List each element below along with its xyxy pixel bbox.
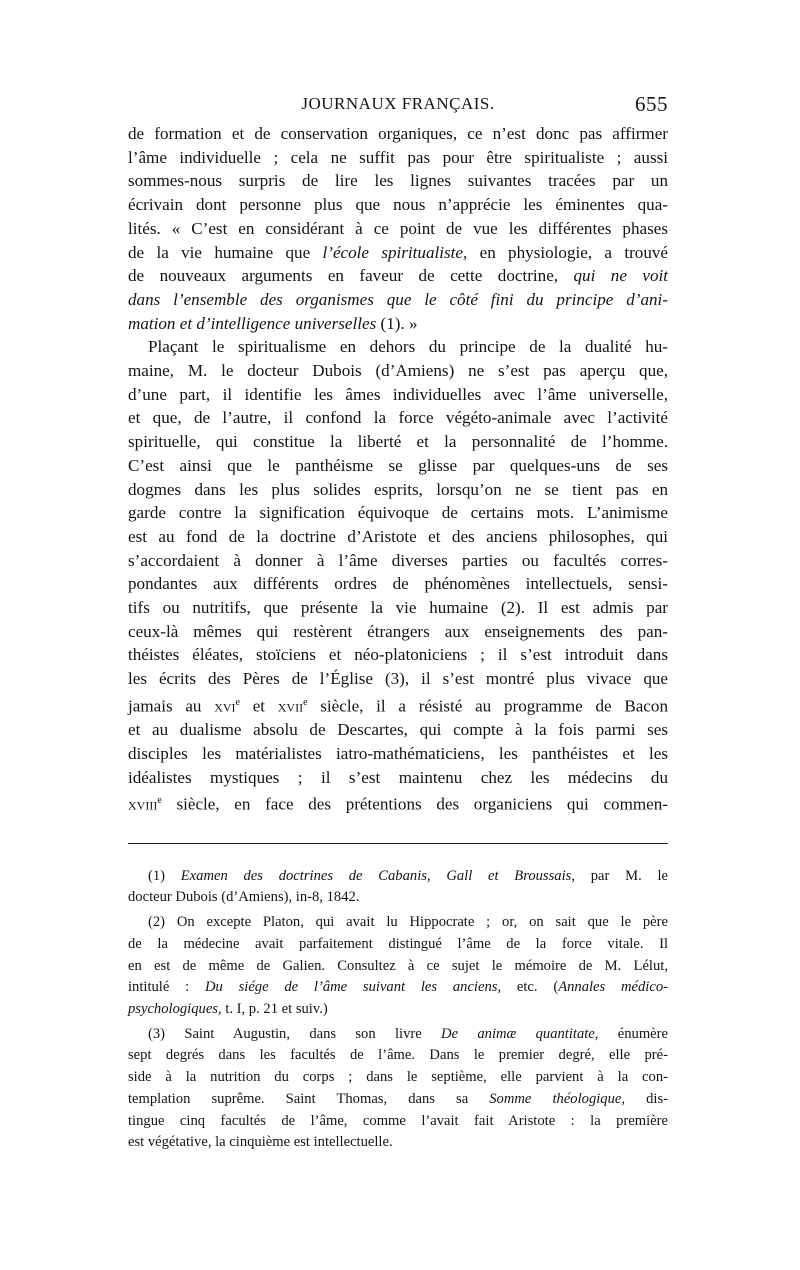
- text-line: [128, 264, 668, 288]
- text-run: t. I, p. 21 et suiv.): [221, 1000, 328, 1017]
- text-line: [128, 288, 668, 312]
- text-run: par M. le: [574, 867, 668, 884]
- main-text: [128, 122, 668, 817]
- text-run: de la vie humaine que: [128, 242, 323, 262]
- text-line: de formation et de conservation organiques, ce n’est donc pas affirmer: [128, 124, 668, 143]
- superscript: e: [303, 696, 308, 708]
- book-page: [128, 92, 668, 1154]
- italic-run: Annales médico-: [558, 979, 668, 996]
- text-run: siècle, il a résisté au programme de Bacon: [307, 696, 668, 716]
- text-run: jamais au: [128, 696, 215, 716]
- text-line: dogmes dans les plus solides esprits, lorsqu’on ne se tient pas en: [128, 479, 668, 499]
- footnotes: [128, 866, 668, 1154]
- footnote-line: [128, 999, 668, 1021]
- text-run: intitulé :: [128, 979, 205, 996]
- italic-run: mation et d’intelligence universelles: [128, 313, 377, 333]
- text-run: énumère: [598, 1025, 668, 1042]
- running-head: [128, 92, 668, 122]
- footnote-line: tingue cinq facultés de l’âme, comme l’avait fait Aristote : la première: [128, 1112, 668, 1129]
- text-line: garde contre la signification équivoque de certains mots. L’animisme: [128, 503, 668, 523]
- text-line: [128, 312, 668, 336]
- text-line: [128, 789, 668, 816]
- italic-run: qui ne voit: [573, 266, 668, 286]
- text-run: siècle, en face des prétentions des organiciens qui commen-: [161, 795, 668, 815]
- text-run: etc. (: [501, 979, 559, 996]
- footnote-line: de la médecine avait parfaitement distingué l’âme de la force vitale. Il: [128, 935, 668, 952]
- century-numeral: xvii: [277, 696, 304, 716]
- footnote-line: (2) On excepte Platon, qui avait lu Hippocrate ; or, on sait que le père: [148, 914, 668, 931]
- text-line: écrivain dont personne plus que nous n’apprécie les éminentes qua-: [128, 195, 668, 215]
- footnote-line: docteur Dubois (d’Amiens), in-8, 1842.: [128, 889, 360, 906]
- text-line: d’une part, il identifie les âmes individuelles avec l’âme universelle,: [128, 384, 668, 404]
- footnote-line: side à la nutrition du corps ; dans le septième, elle parvient à la con-: [128, 1069, 668, 1086]
- text-line: Plaçant le spiritualisme en dehors du principe de la dualité hu-: [148, 337, 668, 357]
- footnote-line: [128, 866, 668, 888]
- text-line: s’accordaient à donner à l’âme diverses parties ou facultés corres-: [128, 550, 668, 570]
- century-numeral: xvi: [214, 696, 236, 716]
- text-line: tifs ou nutritifs, que présente la vie humaine (2). Il est admis par: [128, 598, 668, 618]
- century-numeral: xviii: [128, 795, 158, 815]
- running-title: JOURNAUX FRANÇAIS.: [301, 94, 495, 113]
- text-run: templation suprême. Saint Thomas, dans sa: [128, 1090, 490, 1107]
- text-line: théistes éléates, stoïciens et néo-platoniciens ; il s’est introduit dans: [128, 645, 668, 665]
- text-line: [128, 241, 668, 265]
- text-line: est au fond de la doctrine d’Aristote et des anciens philosophes, qui: [128, 526, 668, 546]
- text-run: de nouveaux arguments en faveur de cette doctrine,: [128, 266, 574, 286]
- text-line: lités. « C’est en considérant à ce point de vue les différentes phases: [128, 218, 668, 238]
- text-line: ceux-là mêmes qui restèrent étrangers aux enseignements des pan-: [128, 621, 668, 641]
- text-run: (3) Saint Augustin, dans son livre: [148, 1025, 442, 1042]
- text-line: sommes-nous surpris de lire les lignes suivantes tracées par un: [128, 171, 668, 191]
- text-line: les écrits des Pères de l’Église (3), il s’est montré plus vivace que: [128, 669, 668, 689]
- superscript: e: [157, 795, 162, 807]
- text-line: C’est ainsi que le panthéisme se glisse par quelques-uns de ses: [128, 455, 668, 475]
- footnote-line: [128, 1024, 668, 1046]
- text-line: et que, de l’autre, il confond la force végéto-animale avec l’activité: [128, 408, 668, 428]
- text-line: spirituelle, qui constitue la liberté et la personnalité de l’homme.: [128, 432, 668, 452]
- footnote-line: en est de même de Galien. Consultez à ce sujet le mémoire de M. Lélut,: [128, 957, 668, 974]
- italic-run: Examen des doctrines de Cabanis, Gall et Broussais,: [180, 867, 575, 884]
- footnote-line: sept degrés dans les facultés de l’âme. Dans le premier degré, elle pré-: [128, 1047, 668, 1064]
- superscript: e: [235, 696, 240, 708]
- italic-run: Somme théologique,: [489, 1090, 626, 1107]
- italic-run: De animæ quantitate,: [441, 1025, 599, 1042]
- footnote-line: est végétative, la cinquième est intellectuelle.: [128, 1134, 393, 1151]
- text-line: pondantes aux différents ordres de phénomènes intellectuels, sensi-: [128, 574, 668, 594]
- page-number: 655: [635, 92, 668, 116]
- footnote-line: [128, 1089, 668, 1111]
- italic-run: dans l’ensemble des organismes que le côté fini du principe d’ani-: [128, 289, 668, 309]
- text-run: (1). »: [376, 313, 418, 333]
- text-line: maine, M. le docteur Dubois (d’Amiens) ne s’est pas aperçu que,: [128, 361, 668, 381]
- text-run: et: [239, 696, 278, 716]
- text-run: en physiologie, a trouvé: [467, 242, 668, 262]
- footnote-line: [128, 977, 668, 999]
- italic-run: l’école spiritualiste,: [322, 242, 468, 262]
- text-line: idéalistes mystiques ; il s’est maintenu chez les médecins du: [128, 767, 668, 787]
- text-run: dis-: [625, 1090, 668, 1107]
- italic-run: psychologiques,: [128, 1000, 222, 1017]
- text-line: et au dualisme absolu de Descartes, qui compte à la fois parmi ses: [128, 720, 668, 740]
- text-line: disciples les matérialistes iatro-mathématiciens, les panthéistes et les: [128, 743, 668, 763]
- text-run: (1): [148, 867, 181, 884]
- footnote-divider: [128, 843, 668, 844]
- text-line: [128, 691, 668, 718]
- italic-run: Du siége de l’âme suivant les anciens,: [204, 979, 502, 996]
- text-line: l’âme individuelle ; cela ne suffit pas pour être spiritualiste ; aussi: [128, 147, 668, 167]
